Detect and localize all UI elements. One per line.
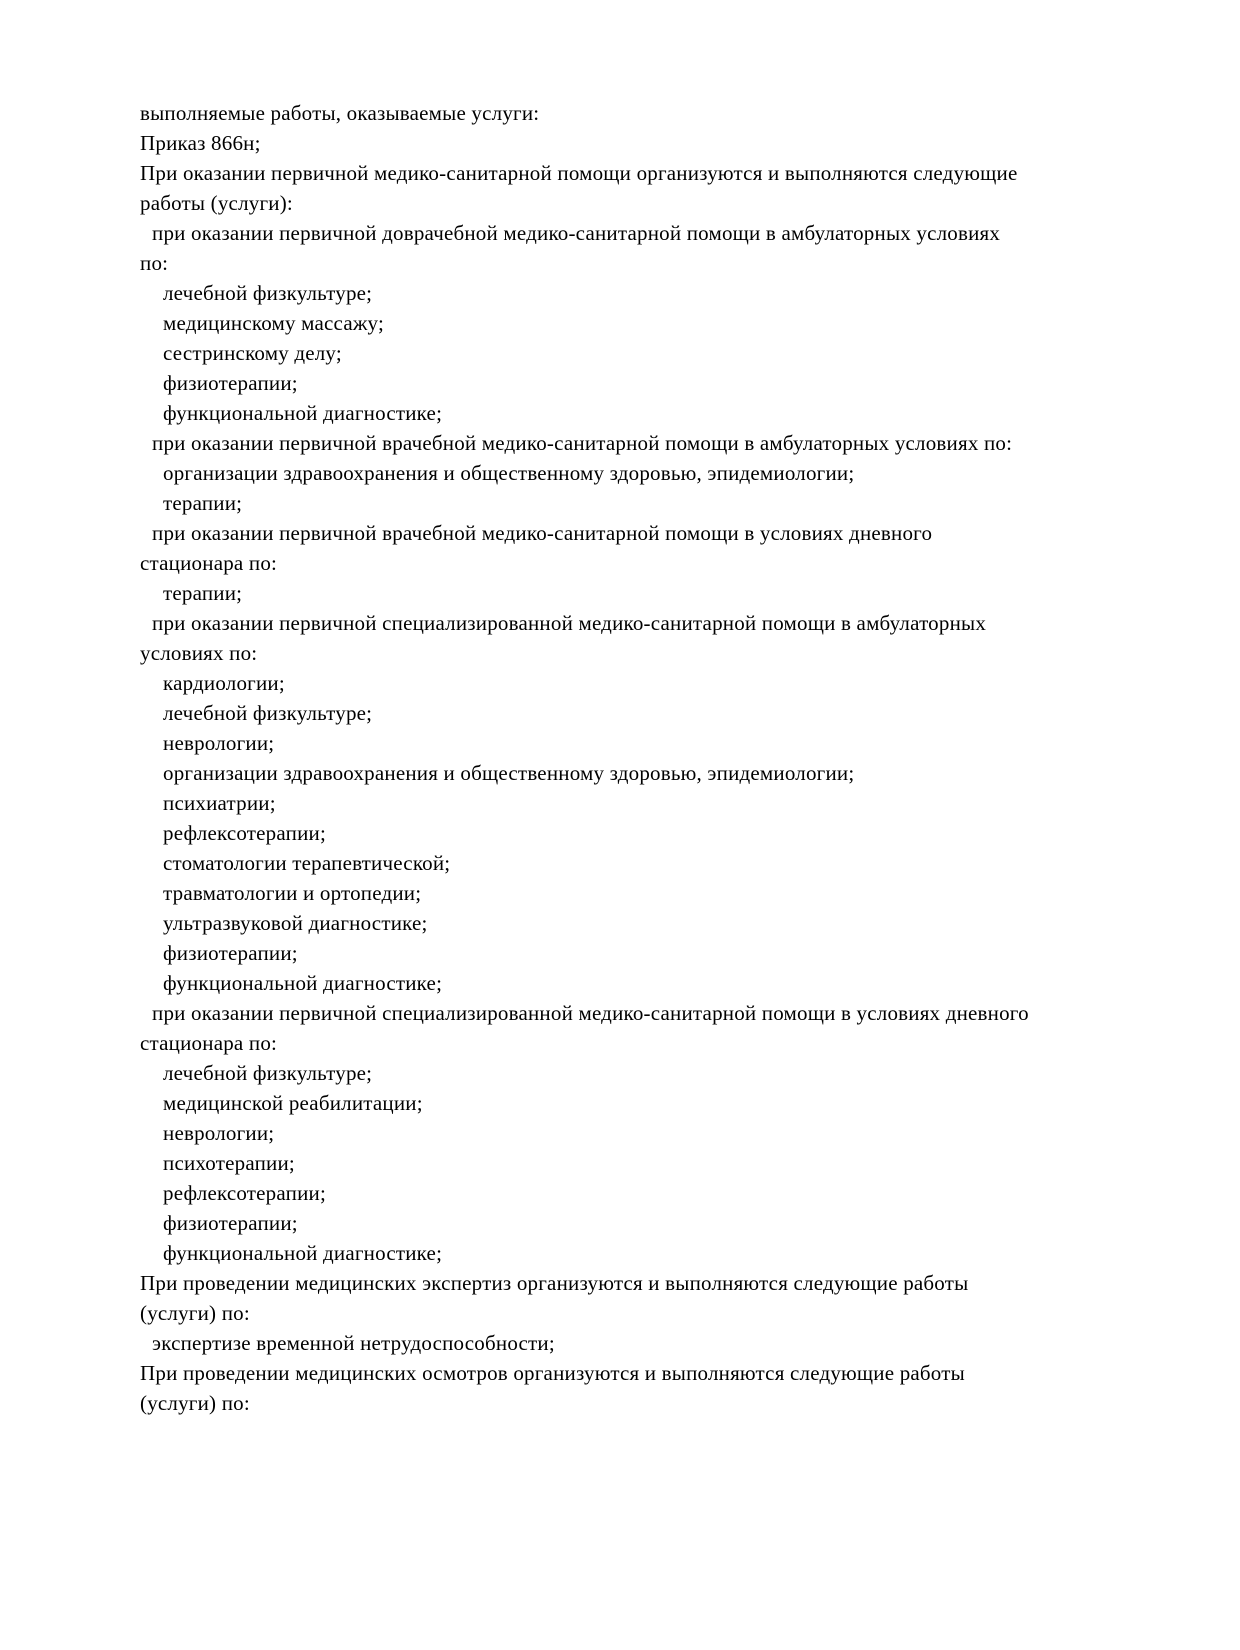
text-line: физиотерапии; <box>163 371 298 395</box>
text-line: лечебной физкультуре; <box>163 281 373 305</box>
text-line: травматологии и ортопедии; <box>163 881 422 905</box>
text-line: лечебной физкультуре; <box>163 1061 373 1085</box>
text-line: функциональной диагностике; <box>163 1241 443 1265</box>
text-line: психиатрии; <box>163 791 276 815</box>
text-line: при оказании первичной врачебной медико-санитарной помощи в амбулаторных условиях по: <box>152 431 1013 455</box>
text-line: При проведении медицинских осмотров организуются и выполняются следующие работы <box>140 1361 965 1385</box>
text-line: рефлексотерапии; <box>163 1181 326 1205</box>
text-line: стоматологии терапевтической; <box>163 851 451 875</box>
text-line: неврологии; <box>163 1121 275 1145</box>
text-line: условиях по: <box>140 641 258 665</box>
text-line: выполняемые работы, оказываемые услуги: <box>140 101 540 125</box>
text-line: терапии; <box>163 491 243 515</box>
text-line: физиотерапии; <box>163 1211 298 1235</box>
text-line: лечебной физкультуре; <box>163 701 373 725</box>
text-line: кардиологии; <box>163 671 285 695</box>
text-line: (услуги) по: <box>140 1301 250 1325</box>
text-line: психотерапии; <box>163 1151 295 1175</box>
text-line: стационара по: <box>140 551 278 575</box>
text-line: рефлексотерапии; <box>163 821 326 845</box>
text-line: функциональной диагностике; <box>163 971 443 995</box>
text-line: сестринскому делу; <box>163 341 342 365</box>
text-line: при оказании первичной доврачебной медико-санитарной помощи в амбулаторных условиях <box>152 221 1001 245</box>
text-line: организации здравоохранения и общественному здоровью, эпидемиологии; <box>163 461 855 485</box>
text-line: терапии; <box>163 581 243 605</box>
text-line: При оказании первичной медико-санитарной помощи организуются и выполняются следующие <box>140 161 1018 185</box>
document-body <box>140 98 1029 1418</box>
text-line: ультразвуковой диагностике; <box>163 911 428 935</box>
text-line: при оказании первичной специализированной медико-санитарной помощи в условиях дневного <box>152 1001 1029 1025</box>
text-line: При проведении медицинских экспертиз организуются и выполняются следующие работы <box>140 1271 969 1295</box>
text-line: организации здравоохранения и общественному здоровью, эпидемиологии; <box>163 761 855 785</box>
text-line: стационара по: <box>140 1031 278 1055</box>
text-line: медицинской реабилитации; <box>163 1091 423 1115</box>
text-line: при оказании первичной врачебной медико-санитарной помощи в условиях дневного <box>152 521 933 545</box>
text-line: (услуги) по: <box>140 1391 250 1415</box>
text-line: функциональной диагностике; <box>163 401 443 425</box>
text-line: неврологии; <box>163 731 275 755</box>
text-line: физиотерапии; <box>163 941 298 965</box>
text-line: экспертизе временной нетрудоспособности; <box>152 1331 555 1355</box>
text-line: работы (услуги): <box>140 191 293 215</box>
text-line: по: <box>140 251 169 275</box>
text-line: Приказ 866н; <box>140 131 261 155</box>
text-line: при оказании первичной специализированной медико-санитарной помощи в амбулаторных <box>152 611 987 635</box>
text-line: медицинскому массажу; <box>163 311 385 335</box>
